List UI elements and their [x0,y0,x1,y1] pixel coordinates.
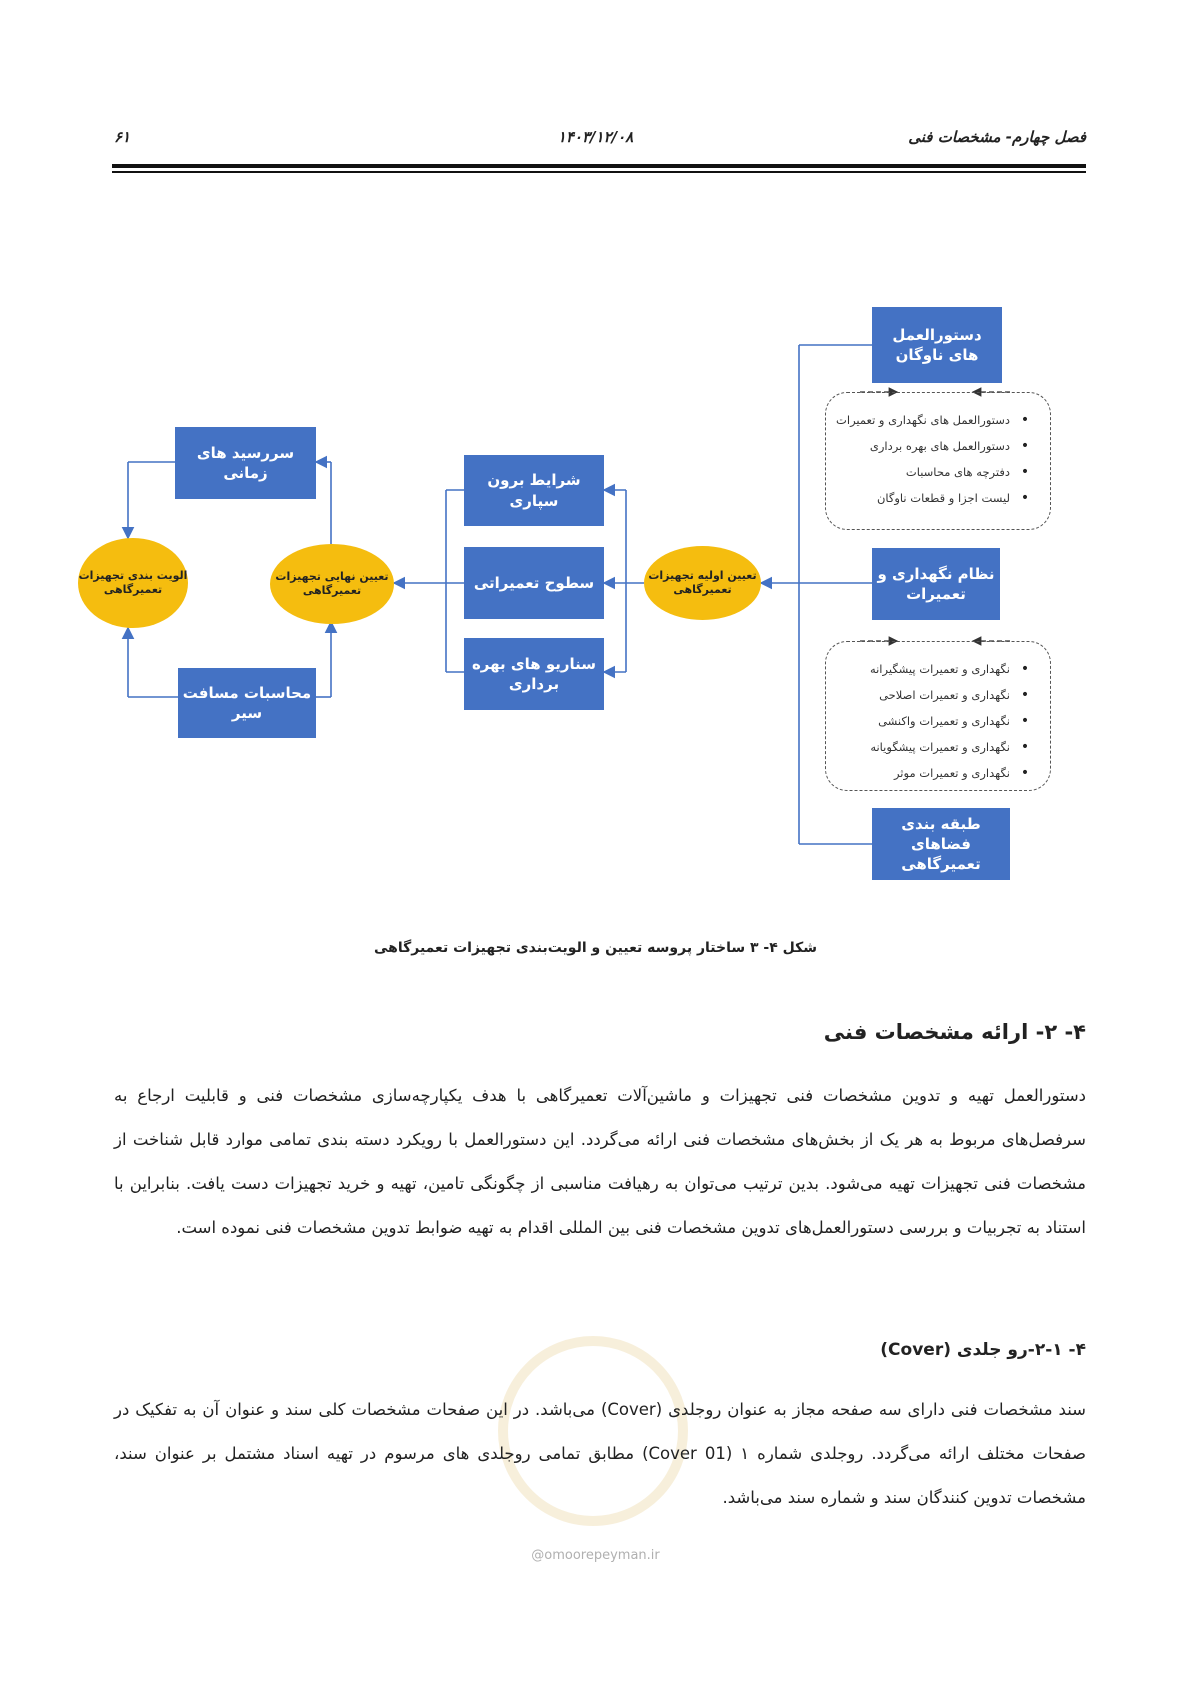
distance-calculations-box: محاسبات مسافت سیر [178,668,316,738]
maintenance-system-box: نظام نگهداری و تعمیرات [872,548,1000,620]
maintenance-types-list [825,641,1051,791]
list-item: • دفترچه های محاسبات [836,459,1032,485]
list-item: • نگهداری و تعمیرات پیشگیرانه [836,656,1032,682]
outsourcing-box: شرایط برون سپاری [464,455,604,526]
repair-levels-box: سطوح تعمیراتی [464,547,604,619]
subsection-heading: ۴- ۲-۱-رو جلدی (Cover) [880,1340,1086,1360]
prioritization-ellipse: الویت بندی تجهیزات تعمیرگاهی [78,538,188,628]
repair-spaces-box: طبقه بندی فضاهای تعمیرگاهی [872,808,1010,880]
chapter-title: فصل چهارم- مشخصات فنی [908,128,1086,146]
time-due-box: سررسید های زمانی [175,427,316,499]
list-item: • دستورالعمل های نگهداری و تعمیرات [836,407,1032,433]
subsection-paragraph: سند مشخصات فنی دارای سه صفحه مجاز به عنوان روجلدی (Cover) می‌باشد. در این صفحات مشخصات کلی سند و عنوان آن به تفکیک در صفحات مختلف ارائه می‌گردد. روجلدی شماره ۱ (Cover 01) مطابق تمامی روجلدی های مرسوم در تهیه اسناد مشتمل بر عنوان سند، مشخصات تدوین کنندگان سند و شماره سند می‌باشد. [114,1400,1087,1507]
section-paragraph: دستورالعمل تهیه و تدوین مشخصات فنی تجهیزات و ماشین‌آلات تعمیرگاهی با هدف یکپارچه‌سازی مشخصات فنی و قابلیت ارجاع به سرفصل‌های مربوط به هر یک از بخش‌های مشخصات فنی ارائه می‌گردد. این دستورالعمل با رویکرد دسته بندی تمامی موارد قابل شناخت از مشخصات فنی تجهیزات تهیه می‌شود. بدین ترتیب می‌توان به رهیافت مناسبی از چگونگی تامین، تهیه و خرید تجهیزات دست یافت. بنابراین با استناد به تجربیات و بررسی دستورالعمل‌های تدوین مشخصات فنی بین المللی اقدام به تهیه ضوابط تدوین مشخصات فنی نموده است. [114,1086,1086,1237]
final-determination-ellipse: تعیین نهایی تجهیزات تعمیرگاهی [270,544,394,624]
page-number: ۶۱ [114,128,131,146]
list-item: • لیست اجزا و قطعات ناوگان [836,485,1032,511]
list-item: • نگهداری و تعمیرات اصلاحی [836,682,1032,708]
fleet-instructions-box: دستورالعمل های ناوگان [872,307,1002,383]
header-date: ۱۴۰۳/۱۲/۰۸ [557,128,634,146]
section-heading: ۴- ۲- ارائه مشخصات فنی [823,1020,1086,1044]
list-item: • نگهداری و تعمیرات موثر [836,760,1032,786]
watermark-text: @omoorepeyman.ir [531,1548,660,1563]
list-item: • نگهداری و تعمیرات واکنشی [836,708,1032,734]
fleet-instructions-list [825,392,1051,530]
list-item: • دستورالعمل های بهره برداری [836,433,1032,459]
operation-scenarios-box: سناریو های بهره برداری [464,638,604,710]
figure-caption: شکل ۴- ۳ ساختار پروسه تعیین و الویت‌بندی تجهیزات تعمیرگاهی [373,940,818,956]
list-item: • نگهداری و تعمیرات پیشگویانه [836,734,1032,760]
initial-determination-ellipse: تعیین اولیه تجهیزات تعمیرگاهی [644,546,761,620]
